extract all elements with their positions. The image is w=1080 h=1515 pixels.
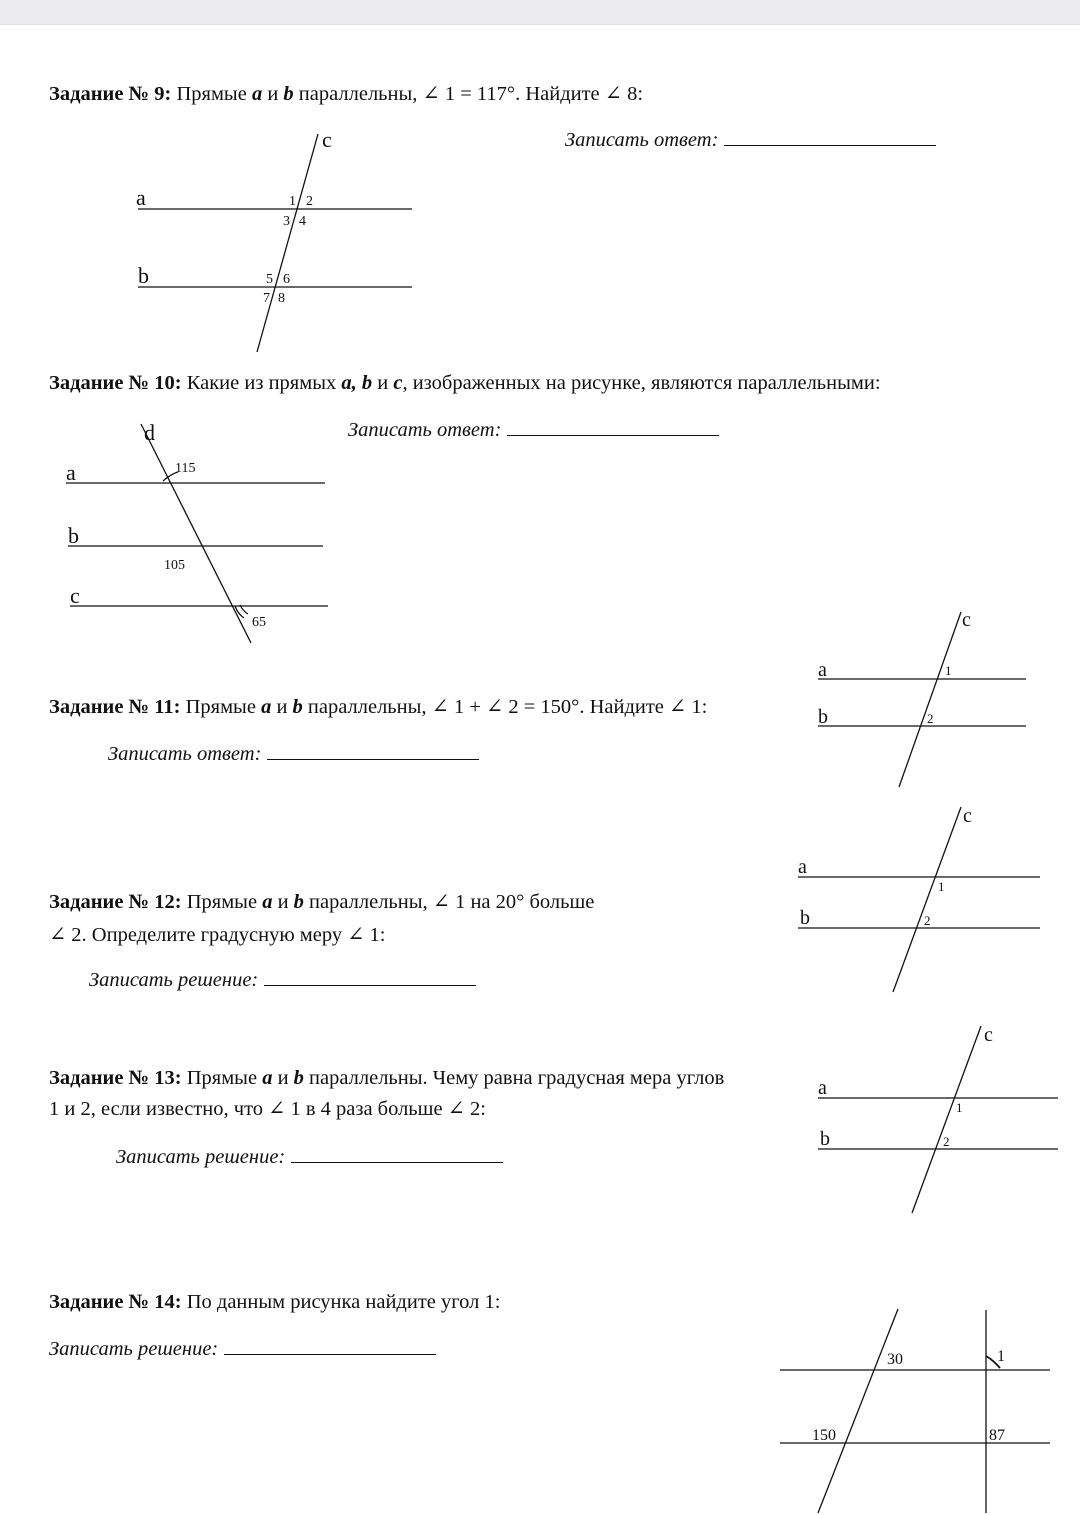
task-11-answer-label: Записать ответ: bbox=[108, 743, 262, 765]
task-9-label-a: a bbox=[136, 185, 146, 210]
task-9-line-c bbox=[257, 134, 318, 352]
task-13-line-c bbox=[912, 1026, 981, 1213]
task-12-label-a: a bbox=[798, 856, 807, 878]
task-14-angle-1: 1 bbox=[997, 1348, 1005, 1365]
task-9-label-b: b bbox=[138, 263, 149, 288]
task-11-label-b: b bbox=[818, 706, 828, 728]
task-9-angle-2: 2 bbox=[306, 194, 313, 209]
task-10-figure bbox=[66, 420, 328, 643]
task-9-label-c: c bbox=[322, 127, 332, 152]
task-11-angle-1: 1 bbox=[945, 663, 952, 678]
task-9-angle-6: 6 bbox=[283, 272, 290, 287]
task-14-slanted-line bbox=[818, 1309, 898, 1513]
task-9-angle-3: 3 bbox=[283, 214, 290, 229]
task-13-title: Задание № 13: bbox=[49, 1067, 182, 1089]
task-12-label-c: c bbox=[963, 805, 972, 827]
task-9-angle-1: 1 bbox=[289, 194, 296, 209]
task-11-label-c: c bbox=[962, 609, 971, 631]
task-12-statement: Задание № 12: Прямые a и b параллельны, ∠ 1 на 20° больше bbox=[49, 891, 595, 913]
task-13-label-c: c bbox=[984, 1024, 993, 1046]
task-14-statement: Задание № 14: По данным рисунка найдите угол 1: bbox=[49, 1291, 501, 1313]
task-13-figure bbox=[818, 1024, 1058, 1213]
task-10-title: Задание № 10: bbox=[49, 372, 182, 394]
task-10-answer-label: Записать ответ: bbox=[348, 419, 502, 441]
task-12-answer-label: Записать решение: bbox=[89, 969, 259, 991]
task-10-label-b: b bbox=[68, 523, 79, 548]
task-14-angle-87: 87 bbox=[989, 1427, 1005, 1444]
task-9-statement: Задание № 9: Прямые a и b параллельны, ∠ 1 = 117°. Найдите ∠ 8: bbox=[49, 83, 644, 105]
task-9-angle-7: 7 bbox=[263, 291, 270, 306]
task-12-line-c bbox=[893, 807, 961, 992]
task-10-statement: Задание № 10: Какие из прямых a, b и c, изображенных на рисунке, являются параллельными: bbox=[49, 372, 881, 394]
task-14-angle-30: 30 bbox=[887, 1351, 903, 1368]
task-9-angle-8: 8 bbox=[278, 291, 285, 306]
task-14-title: Задание № 14: bbox=[49, 1291, 182, 1313]
task-11-angle-2: 2 bbox=[927, 711, 934, 726]
task-10-angle-115: 115 bbox=[175, 461, 196, 476]
task-10-label-d: d bbox=[144, 420, 155, 445]
task-12-title: Задание № 12: bbox=[49, 891, 182, 913]
task-9-figure bbox=[136, 127, 412, 352]
task-13-label-a: a bbox=[818, 1077, 827, 1099]
task-11-statement: Задание № 11: Прямые a и b параллельны, ∠ 1 + ∠ 2 = 150°. Найдите ∠ 1: bbox=[49, 696, 708, 718]
task-11-figure bbox=[818, 609, 1026, 787]
task-9-title: Задание № 9: bbox=[49, 83, 172, 105]
task-9-angle-5: 5 bbox=[266, 272, 273, 287]
task-10-angle-105: 105 bbox=[164, 558, 185, 573]
task-11-title: Задание № 11: bbox=[49, 696, 181, 718]
task-13-statement: Задание № 13: Прямые a и b параллельны. Чему равна градусная мера углов bbox=[49, 1067, 725, 1089]
task-10-label-a: a bbox=[66, 460, 76, 485]
task-10-label-c: c bbox=[70, 583, 80, 608]
task-12-angle-1: 1 bbox=[938, 879, 945, 894]
task-13-answer-label: Записать решение: bbox=[116, 1146, 286, 1168]
task-14-angle-150: 150 bbox=[812, 1427, 836, 1444]
task-9-angle-4: 4 bbox=[299, 214, 306, 229]
task-13-label-b: b bbox=[820, 1128, 830, 1150]
task-13-angle-2: 2 bbox=[943, 1134, 950, 1149]
task-10-angle-65: 65 bbox=[252, 615, 266, 630]
task-14-answer-label: Записать решение: bbox=[49, 1338, 219, 1360]
task-12-angle-2: 2 bbox=[924, 913, 931, 928]
task-12-statement-line2: ∠ 2. Определите градусную меру ∠ 1: bbox=[49, 924, 386, 946]
task-9-answer-label: Записать ответ: bbox=[565, 129, 719, 151]
task-13-statement-line2: 1 и 2, если известно, что ∠ 1 в 4 раза больше ∠ 2: bbox=[49, 1098, 486, 1120]
task-10-arc-65a bbox=[235, 606, 244, 618]
task-11-label-a: a bbox=[818, 659, 827, 681]
task-14-figure bbox=[780, 1309, 1050, 1513]
task-12-figure bbox=[798, 805, 1040, 992]
task-12-label-b: b bbox=[800, 907, 810, 929]
task-11-line-c bbox=[899, 612, 961, 787]
task-10-line-d bbox=[141, 424, 251, 643]
task-13-angle-1: 1 bbox=[956, 1100, 963, 1115]
